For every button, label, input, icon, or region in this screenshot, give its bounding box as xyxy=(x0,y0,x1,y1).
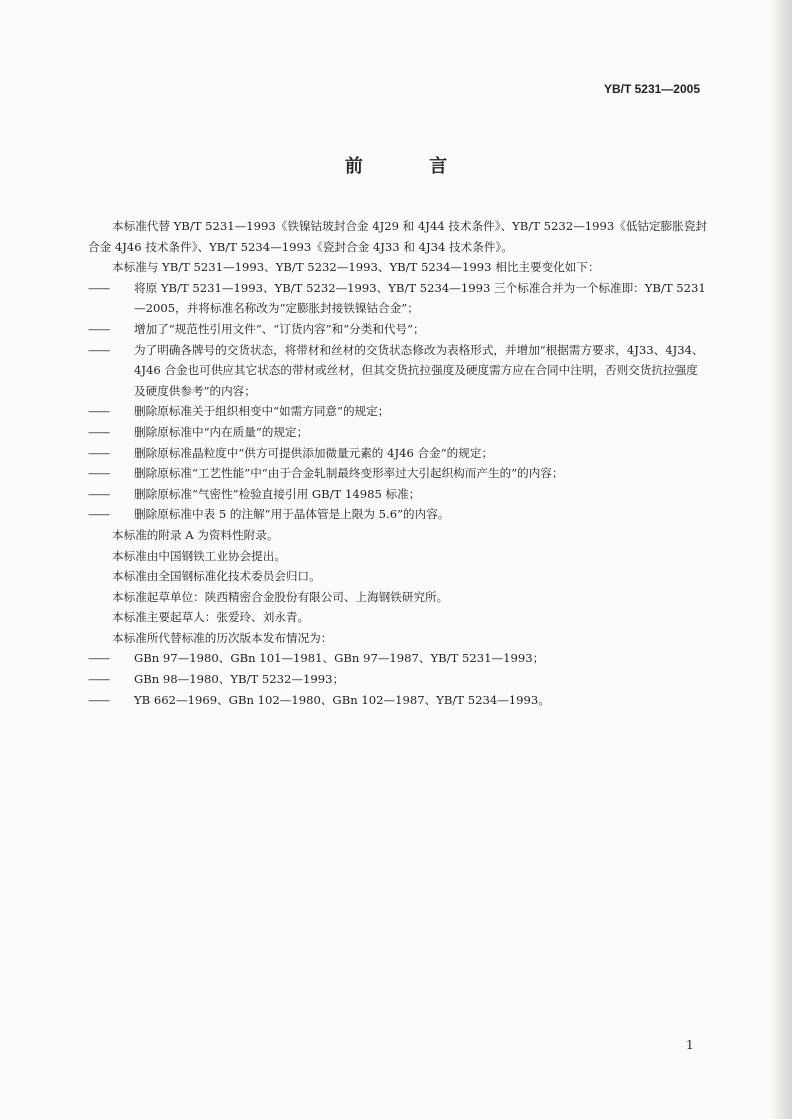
change-item: —— 删除原标准“气密性”检验直接引用 GB/T 14985 标准； xyxy=(88,486,421,501)
centralized-note: 本标准由全国钢标准化技术委员会归口。 xyxy=(112,569,321,584)
change-item: —— 删除原标准“工艺性能”中“由于合金轧制最终变形率过大引起织构而产生的”的内容； xyxy=(88,466,564,481)
standard-code: YB/T 5231—2005 xyxy=(603,82,700,96)
history-item: —— GBn 97—1980、GBn 101—1981、GBn 97—1987、YB/T 5231—1993； xyxy=(88,651,545,666)
page-number: 1 xyxy=(686,1038,694,1052)
change-item: —— 增加了“规范性引用文件”、“订货内容”和“分类和代号”； xyxy=(88,321,425,336)
changes-intro: 本标准与 YB/T 5231—1993、YB/T 5232—1993、YB/T 5234—1993 相比主要变化如下： xyxy=(112,260,600,275)
replacement-paragraph: 本标准代替 YB/T 5231—1993《铁镍钴玻封合金 4J29 和 4J44 技术条件》、YB/T 5232—1993《低钴定膨胀瓷封合金 4J46 技术条件》、YB/T 5234—1993《瓷封合金 4J33 和 4J34 技术条件》。 xyxy=(88,219,708,254)
history-item: —— GBn 98—1980、YB/T 5232—1993； xyxy=(88,672,345,687)
change-item: —— 删除原标准中表 5 的注解“用于晶体管是上限为 5.6”的内容。 xyxy=(88,507,450,522)
change-item: —— 删除原标准晶粒度中“供方可提供添加微量元素的 4J46 合金”的规定； xyxy=(88,445,494,460)
change-item: —— 删除原标准中“内在质量”的规定； xyxy=(88,424,309,439)
change-item: —— 删除原标准关于组织相变中“如需方同意”的规定； xyxy=(88,404,390,419)
foreword-body xyxy=(88,216,708,710)
drafting-units-note: 本标准起草单位：陕西精密合金股份有限公司、上海钢铁研究所。 xyxy=(112,589,449,604)
page-title: 前 言 xyxy=(344,156,478,177)
change-item: —— 将原 YB/T 5231—1993、YB/T 5232—1993、YB/T 5234—1993 三个标准合并为一个标准即：YB/T 5231—2005，并将标准名称改为“定膨胀封接铁镍钴合金”； xyxy=(88,280,706,316)
history-intro: 本标准所代替标准的历次版本发布情况为： xyxy=(112,630,333,645)
change-item: —— 为了明确各牌号的交货状态，将带材和丝材的交货状态修改为表格形式，并增加“根据需方要求，4J33、4J34、4J46 合金也可供应其它状态的带材或丝材，但其交货抗拉强度及硬度需方应在合同中注明，否则交货抗拉强度及硬度供参考”的内容； xyxy=(88,342,704,398)
proposer-note: 本标准由中国钢铁工业协会提出。 xyxy=(112,548,286,563)
appendix-note: 本标准的附录 A 为资料性附录。 xyxy=(112,527,279,542)
drafters-note: 本标准主要起草人：张爱玲、刘永青。 xyxy=(112,610,310,625)
history-item: —— YB 662—1969、GBn 102—1980、GBn 102—1987、YB/T 5234—1993。 xyxy=(88,692,550,707)
